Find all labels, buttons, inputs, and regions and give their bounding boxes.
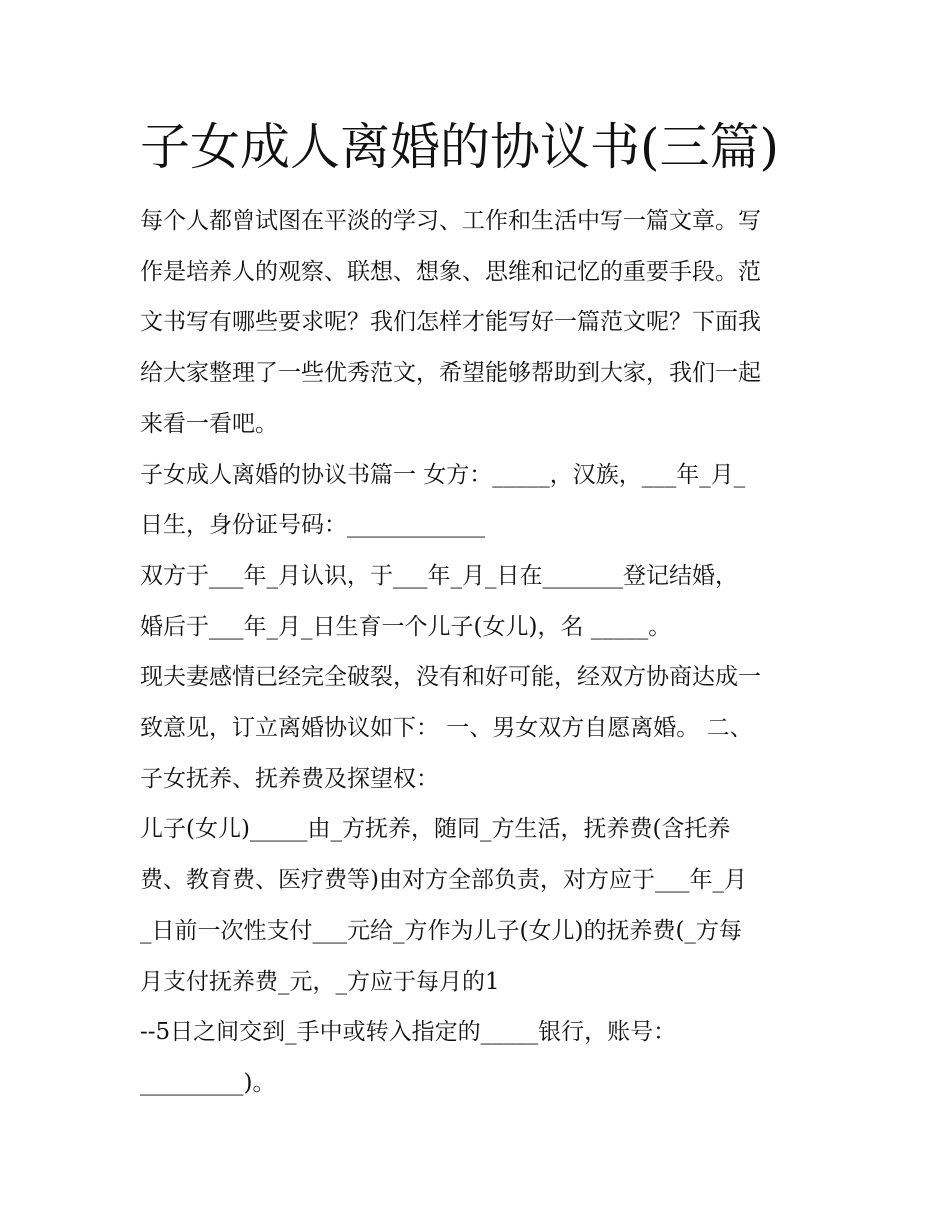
body-line: 儿子(女儿)_____由_方抚养，随同_方生活，抚养费(含托养 xyxy=(140,816,731,843)
body-line: 月支付抚养费_元，_方应于每月的1 xyxy=(140,968,500,995)
body-line: 现夫妻感情已经完全破裂，没有和好可能，经双方协商达成一 xyxy=(140,664,761,691)
body-line: 每个人都曾试图在平淡的学习、工作和生活中写一篇文章。写 xyxy=(140,208,761,234)
document-body xyxy=(140,196,812,1109)
body-line: 子女抚养、抚养费及探望权： xyxy=(140,765,439,792)
body-line: 给大家整理了一些优秀范文，希望能够帮助到大家，我们一起 xyxy=(140,360,761,387)
body-line: 来看一看吧。 xyxy=(140,410,278,437)
body-line: 日生，身份证号码：____________ xyxy=(140,512,485,539)
body-line: _________)。 xyxy=(140,1069,276,1096)
document-title: 子女成人离婚的协议书(三篇) xyxy=(140,118,780,176)
body-line: --5日之间交到_手中或转入指定的_____银行，账号： xyxy=(140,1019,677,1046)
body-line: 费、教育费、医疗费等)由对方全部负责，对方应于___年_月 xyxy=(140,867,747,894)
body-line: _日前一次性支付___元给_方作为儿子(女儿)的抚养费(_方每 xyxy=(140,917,742,944)
body-line: 婚后于___年_月_日生育一个儿子(女儿)，名 _____。 xyxy=(140,613,672,640)
body-line: 文书写有哪些要求呢？我们怎样才能写好一篇范文呢？下面我 xyxy=(140,309,761,336)
body-line: 子女成人离婚的协议书篇一 女方：_____，汉族，___年_月_ xyxy=(140,461,746,488)
document-page xyxy=(140,112,812,1109)
body-line: 致意见，订立离婚协议如下： 一、男女双方自愿离婚。 二、 xyxy=(140,715,753,742)
body-line: 作是培养人的观察、联想、想象、思维和记忆的重要手段。范 xyxy=(140,258,761,285)
body-line: 双方于___年_月认识，于___年_月_日在_______登记结婚， xyxy=(140,562,738,589)
